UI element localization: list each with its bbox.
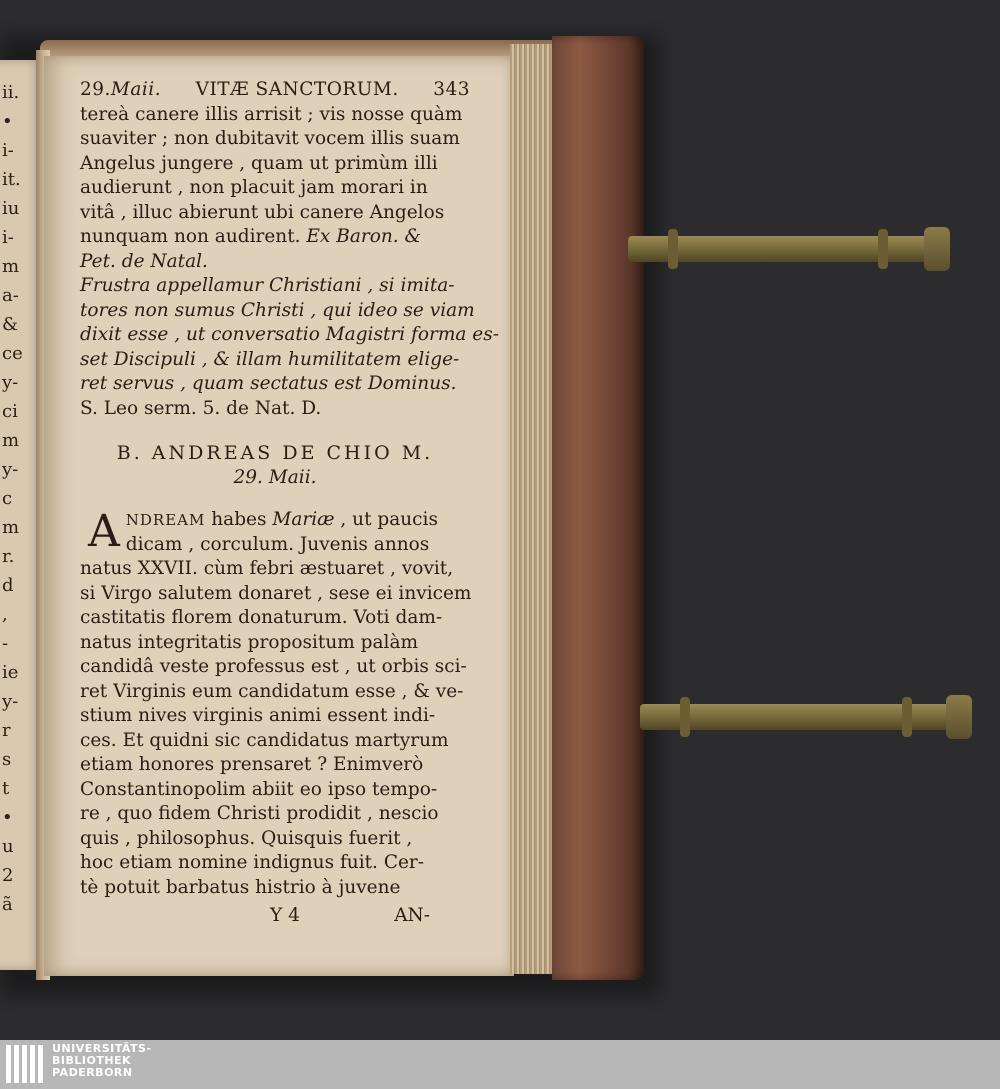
first-word: NDREAM	[125, 511, 206, 529]
left-page-text-fragment: •	[2, 111, 13, 132]
left-page-text-fragment: y-	[2, 372, 19, 393]
body-line: Constantinopolim abiit eo ipso tempo-	[80, 778, 438, 800]
body-paragraph: A NDREAM habes Mariæ , ut paucis dicam , corculum. Juvenis annos natus XXVII. cùm febri æstuaret , vovit, si Virgo salutem donaret , sese ei invicem castitatis florem donaturum. Voti dam- natus integritatis propositum palàm candidâ veste professus est , ut orbis sci- ret Virginis eum candidatum esse , & ve- stium nives virginis animi essent indi- ces. Et quidni sic candidatus martyrum etiam honores prensaret ? Enimverò Constantinopolim abiit eo ipso tempo- re , quo fidem Christi prodidit , nescio quis , philosophus. Quisquis fuerit , hoc etiam nomine indignus fuit. Cer- tè potuit barbatus histrio à juvene	[80, 508, 470, 900]
page-text	[80, 78, 500, 929]
left-page-text-fragment: y-	[2, 459, 19, 480]
left-page-text-fragment: ii.	[2, 82, 20, 103]
page-number: 343	[433, 79, 470, 100]
library-name: UNIVERSITÄTS- BIBLIOTHEK PADERBORN	[52, 1042, 152, 1079]
left-page-text-fragment: m	[2, 430, 20, 451]
header-title: VITÆ SANCTORUM.	[195, 79, 399, 100]
left-page-text-fragment: r	[2, 720, 11, 741]
left-page-text-fragment: t	[2, 778, 10, 799]
section-date: 29. Maii.	[233, 466, 317, 488]
source-line: nunquam non audirent. Ex Baron. &	[80, 226, 421, 247]
left-page-text-fragment: m	[2, 256, 20, 277]
clasp-bottom	[640, 704, 962, 730]
body-line: tè potuit barbatus histrio à juvene	[80, 876, 401, 898]
left-page-text-fragment: ie	[2, 662, 19, 683]
body-line: quis , philosophus. Quisquis fuerit ,	[80, 827, 413, 849]
body-line: natus XXVII. cùm febri æstuaret , vovit,	[80, 558, 454, 579]
left-page-text-fragment: a-	[2, 285, 19, 306]
text-line: vitâ , illuc abierunt ubi canere Angelos	[80, 201, 445, 223]
quote-line: ret servus , quam sectatus est Dominus.	[80, 373, 457, 394]
book-cover	[552, 36, 644, 980]
left-page-text-fragment: ci	[2, 401, 18, 422]
left-page-text-fragment: m	[2, 517, 20, 538]
body-line: ret Virginis eum candidatum esse , & ve-	[80, 680, 464, 702]
left-page-text-fragment: i-	[2, 140, 14, 161]
left-page-text-fragment: it.	[2, 169, 21, 190]
left-page-text-fragment: ã	[2, 894, 13, 915]
quote-line: dixit esse , ut conversatio Magistri forma es-	[80, 324, 500, 345]
catchword: AN-	[394, 905, 430, 926]
body-line: stium nives virginis animi essent indi-	[80, 705, 436, 726]
section-heading: B. ANDREAS DE CHIO M.	[116, 442, 434, 464]
left-page-text-fragment: d	[2, 575, 14, 596]
quote-source: S. Leo serm. 5. de Nat. D.	[80, 397, 322, 419]
left-page-text-fragment: r.	[2, 546, 15, 567]
left-page-text-fragment: -	[2, 633, 9, 654]
left-page-text-fragment: i-	[2, 227, 14, 248]
text-line: suaviter ; non dubitavit vocem illis suam	[80, 128, 460, 149]
page-edges	[510, 44, 555, 974]
left-page-text-fragment: 2	[2, 865, 14, 886]
library-footer-bar	[0, 1040, 1000, 1089]
left-page-text-fragment: u	[2, 836, 14, 857]
source-line-2: Pet. de Natal.	[80, 250, 208, 272]
left-page-text-fragment: ,	[2, 604, 8, 625]
quote-line: tores non sumus Christi , qui ideo se viam	[80, 299, 475, 321]
left-page-text-fragment: &	[2, 314, 19, 335]
body-line: natus integritatis propositum palàm	[80, 631, 419, 653]
quote-line: set Discipuli , & illam humilitatem elige-	[80, 348, 460, 370]
quotation	[80, 274, 500, 397]
left-page-text-fragment: iu	[2, 198, 20, 219]
body-line: candidâ veste professus est , ut orbis sci-	[80, 656, 467, 677]
body-line: dicam , corculum. Juvenis annos	[125, 533, 430, 555]
clasp-top	[628, 236, 940, 262]
body-line: castitatis florem donaturum. Voti dam-	[80, 607, 443, 628]
left-page-text-fragment: s	[2, 749, 12, 770]
body-line: hoc etiam nomine indignus fuit. Cer-	[80, 852, 425, 873]
body-line: re , quo fidem Christi prodidit , nescio	[80, 803, 439, 824]
left-page-text-fragment: •	[2, 807, 13, 828]
header-date: 29.	[80, 79, 111, 100]
paragraph-1	[80, 103, 470, 226]
text-line: tereà canere illis arrisit ; vis nosse quàm	[80, 103, 463, 125]
body-line: ces. Et quidni sic candidatus martyrum	[80, 729, 449, 751]
left-page-text-fragment: y-	[2, 691, 19, 712]
body-line: etiam honores prensaret ? Enimverò	[80, 754, 424, 775]
running-header	[80, 78, 470, 103]
text-line: audierunt , non placuit jam morari in	[80, 177, 428, 198]
body-line: si Virgo salutem donaret , sese ei invicem	[80, 582, 472, 604]
drop-cap: A	[88, 506, 120, 557]
library-logo-icon	[6, 1045, 46, 1085]
header-date-month: Maii.	[110, 79, 162, 100]
signature-mark: Y 4	[270, 905, 300, 926]
text-line: Angelus jungere , quam ut primùm illi	[80, 152, 438, 174]
left-page-text-fragment: ce	[2, 343, 23, 364]
left-page-text-fragment: c	[2, 488, 13, 509]
quote-line: Frustra appellamur Christiani , si imita-	[80, 275, 455, 296]
page-footer	[80, 904, 470, 929]
